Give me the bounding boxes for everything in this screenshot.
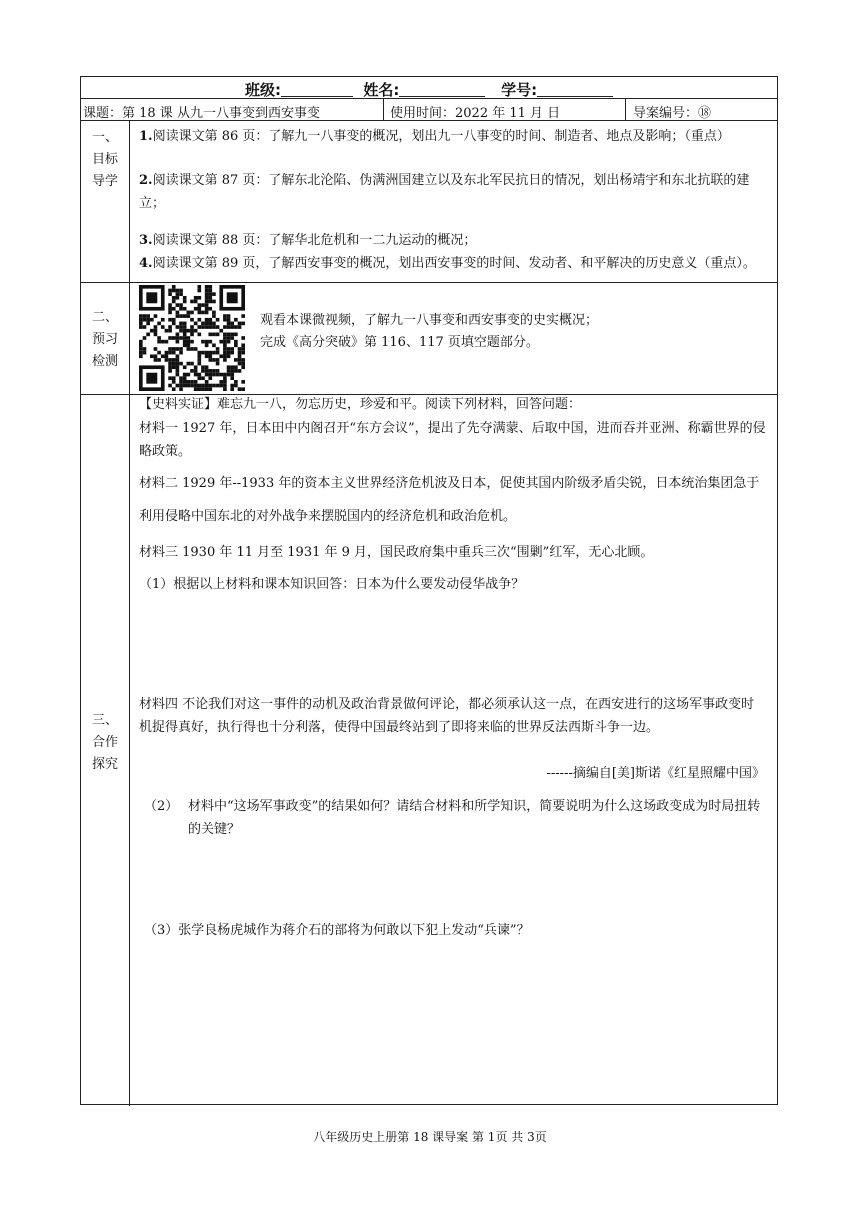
header-row — [81, 77, 777, 99]
objectives-content — [129, 121, 777, 282]
objective-item-1: 1.阅读课文第 86 页：了解九一八事变的概况，划出九一八事变的时间、制造者、地点及影响；（重点） — [139, 129, 730, 144]
section3-label: 三、 合作 探究 — [91, 713, 118, 772]
section1-label: 一、 目标 导学 — [91, 130, 118, 189]
material-4-source: ------摘编自[美]斯诺《红星照耀中国》 — [546, 766, 765, 781]
usage-time: 使用时间：2022 年 11 月 日 — [390, 106, 561, 121]
objective-item-4: 4.阅读课文第 89 页，了解西安事变的概况，划出西安事变的时间、发动者、和平解决的历史意义（重点）。 — [139, 256, 756, 271]
material-2: 材料二 1929 年--1933 年的资本主义世界经济危机波及日本，促使其国内阶级矛盾尖锐，日本统治集团急于利用侵略中国东北的对外战争来摆脱国内的经济危机和政治危机。 — [139, 476, 760, 524]
qr-code-image[interactable] — [138, 285, 246, 391]
name-blank[interactable] — [399, 82, 485, 97]
section-inquiry — [81, 395, 777, 1106]
inquiry-content — [129, 395, 777, 1106]
question-2: 材料中“这场军事政变”的结果如何？请结合材料和所学知识，简要说明为什么这场政变成为时局扭转的关键？ — [188, 799, 761, 837]
section-preview — [81, 283, 777, 395]
evidence-intro: 【史料实证】难忘九一八，勿忘历史，珍爱和平。阅读下列材料，回答问题： — [139, 397, 582, 412]
page-footer: 八年级历史上册第 18 课导案 第 1页 共 3页 — [313, 1130, 547, 1144]
section2-label: 二、 预习 检测 — [91, 310, 118, 369]
question-2-number: （2） — [144, 799, 179, 814]
objective-item-3: 3.阅读课文第 88 页：了解华北危机和一二九运动的概况； — [139, 233, 477, 248]
guide-code: 导案编号：⑱ — [633, 106, 712, 121]
question-1: （1）根据以上材料和课本知识回答：日本为什么要发动侵华战争？ — [139, 577, 525, 592]
lesson-title: 课题：第 18 课 从九一八事变到西安事变 — [83, 106, 320, 121]
preview-line-2: 完成《高分突破》第 116、117 页填空题部分。 — [260, 335, 539, 350]
material-1: 材料一 1927 年，日本田中内阁召开“东方会议”，提出了先夺满蒙、后取中国，进而吞并亚洲、称霸世界的侵略政策。 — [139, 421, 766, 459]
title-row — [81, 99, 777, 121]
material-3: 材料三 1930 年 11 月至 1931 年 9 月，国民政府集中重兵三次“围剿”红军，无心北顾。 — [139, 545, 654, 560]
class-label: 班级: — [244, 81, 281, 99]
objective-item-2: 2.阅读课文第 87 页：了解东北沦陷、伪满洲国建立以及东北军民抗日的情况，划出杨靖宇和东北抗联的建立； — [139, 173, 750, 211]
preview-line-1: 观看本课微视频，了解九一八事变和西安事变的史实概况； — [260, 313, 599, 328]
number-label: 学号: — [501, 81, 538, 99]
section-objectives — [81, 121, 777, 283]
class-blank[interactable] — [281, 82, 353, 97]
answer-space-3[interactable] — [139, 947, 767, 1097]
preview-content — [129, 283, 777, 394]
question-3: （3）张学良杨虎城作为蒋介石的部将为何敢以下犯上发动“兵谏”？ — [144, 923, 530, 938]
number-blank[interactable] — [537, 82, 613, 97]
material-4: 材料四 不论我们对这一事件的动机及政治背景做何评论，都必须承认这一点，在西安进行的这场军事政变时机捉得真好，执行得也十分利落，使得中国最终站到了即将来临的世界反法西斯斗争一边。 — [139, 697, 755, 735]
answer-space-1[interactable] — [139, 599, 767, 691]
answer-space-2[interactable] — [139, 847, 767, 903]
worksheet-table — [80, 76, 778, 1105]
name-label: 姓名: — [363, 81, 400, 99]
